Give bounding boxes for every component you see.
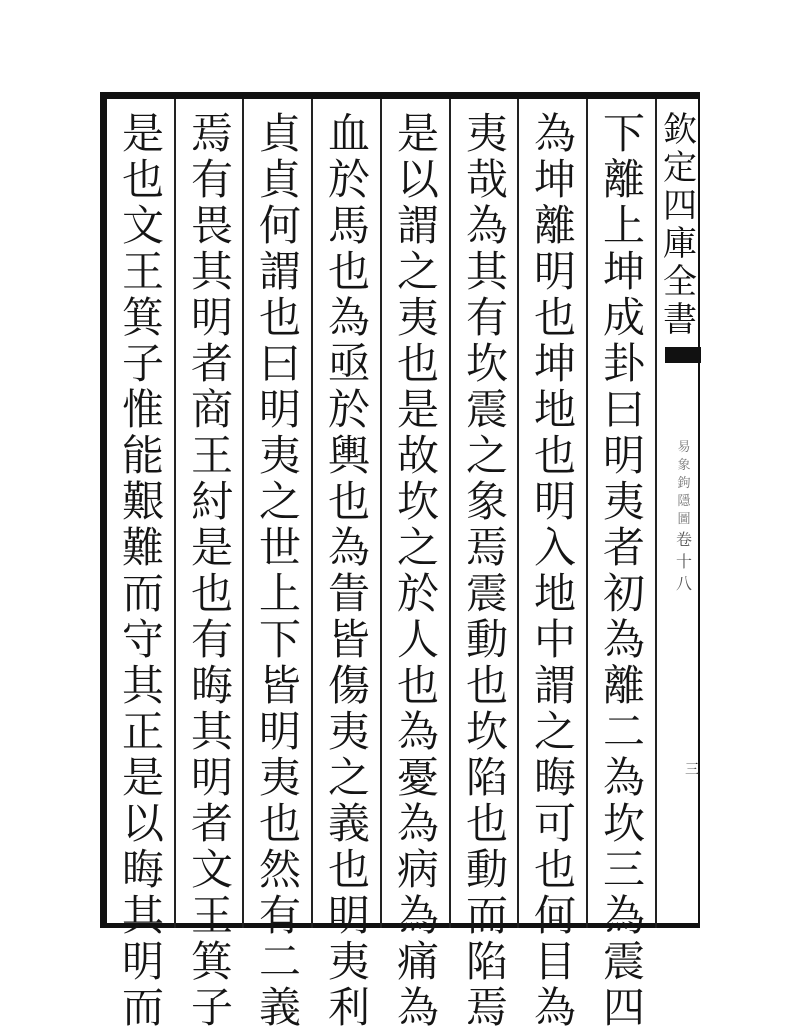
text-glyph: 為 (533, 983, 576, 1032)
text-glyph: 也 (190, 569, 233, 618)
text-glyph: 是 (121, 109, 164, 158)
text-glyph: 震 (602, 937, 645, 986)
text-glyph: 其 (190, 707, 233, 756)
text-glyph: 皆 (327, 615, 370, 664)
text-glyph: 離 (533, 201, 576, 250)
text-glyph: 惟 (121, 385, 164, 434)
text-glyph: 箕 (190, 937, 233, 986)
column-rule (655, 99, 657, 928)
text-glyph: 夷 (327, 937, 370, 986)
text-glyph: 能 (121, 431, 164, 480)
text-glyph: 也 (533, 293, 576, 342)
text-glyph: 坎 (396, 477, 439, 526)
text-glyph: 貞 (258, 155, 301, 204)
text-glyph: 明 (258, 385, 301, 434)
volume-glyph: 卷 (675, 530, 692, 549)
text-column-7 (182, 109, 242, 1032)
text-glyph: 利 (327, 983, 370, 1032)
text-glyph: 而 (465, 891, 508, 940)
text-glyph: 何 (533, 891, 576, 940)
text-column-5 (319, 109, 379, 1032)
text-glyph: 為 (533, 109, 576, 158)
text-glyph: 坎 (602, 799, 645, 848)
text-glyph: 世 (258, 523, 301, 572)
text-glyph: 夷 (258, 753, 301, 802)
text-glyph: 也 (396, 339, 439, 388)
title-glyph: 庫 (663, 224, 697, 264)
text-glyph: 於 (396, 569, 439, 618)
text-glyph: 而 (121, 569, 164, 618)
text-glyph: 之 (327, 753, 370, 802)
text-glyph: 明 (190, 293, 233, 342)
text-glyph: 何 (258, 201, 301, 250)
page-number: 三 (685, 762, 699, 778)
text-glyph: 也 (121, 155, 164, 204)
text-glyph: 可 (533, 799, 576, 848)
text-glyph: 之 (396, 523, 439, 572)
text-glyph: 之 (465, 431, 508, 480)
text-glyph: 坤 (533, 339, 576, 388)
text-glyph: 其 (190, 247, 233, 296)
volume-glyph: 十 (675, 552, 692, 571)
text-glyph: 哉 (465, 155, 508, 204)
text-glyph: 目 (533, 937, 576, 986)
text-glyph: 子 (121, 339, 164, 388)
text-glyph: 坤 (533, 155, 576, 204)
text-glyph: 文 (121, 201, 164, 250)
text-glyph: 夷 (465, 109, 508, 158)
text-glyph: 夷 (327, 707, 370, 756)
text-glyph: 箕 (121, 293, 164, 342)
text-glyph: 晦 (121, 845, 164, 894)
text-glyph: 有 (465, 293, 508, 342)
sub-title-glyph: 象 (677, 458, 691, 473)
text-glyph: 離 (602, 661, 645, 710)
volume-label (669, 429, 699, 595)
text-glyph: 也 (327, 477, 370, 526)
text-glyph: 初 (602, 569, 645, 618)
text-column-2 (525, 109, 585, 1032)
text-glyph: 下 (258, 615, 301, 664)
text-glyph: 離 (602, 155, 645, 204)
text-glyph: 下 (602, 109, 645, 158)
text-glyph: 然 (258, 845, 301, 894)
volume-glyph: 八 (675, 574, 692, 593)
column-rule (311, 99, 313, 928)
text-glyph: 義 (327, 799, 370, 848)
text-glyph: 血 (327, 109, 370, 158)
text-glyph: 也 (465, 799, 508, 848)
text-glyph: 商 (190, 385, 233, 434)
text-glyph: 以 (396, 155, 439, 204)
text-glyph: 曰 (602, 385, 645, 434)
text-glyph: 震 (465, 569, 508, 618)
sub-title-glyph: 隱 (677, 494, 691, 509)
text-glyph: 是 (121, 753, 164, 802)
text-glyph: 紂 (190, 477, 233, 526)
text-glyph: 為 (465, 201, 508, 250)
text-glyph: 也 (327, 247, 370, 296)
text-column-6 (250, 109, 310, 1032)
title-glyph: 欽 (663, 110, 697, 150)
text-glyph: 謂 (396, 201, 439, 250)
text-glyph: 明 (258, 707, 301, 756)
text-glyph: 成 (602, 293, 645, 342)
fish-tail-mark (665, 347, 701, 363)
text-glyph: 明 (121, 937, 164, 986)
text-glyph: 明 (533, 477, 576, 526)
column-rule (380, 99, 382, 928)
column-rule (174, 99, 176, 928)
column-rule (517, 99, 519, 928)
text-glyph: 陷 (465, 753, 508, 802)
sub-title-glyph: 鉤 (677, 476, 691, 491)
text-glyph: 明 (602, 431, 645, 480)
text-glyph: 陷 (465, 937, 508, 986)
text-glyph: 明 (190, 753, 233, 802)
text-glyph: 謂 (258, 247, 301, 296)
text-column-1 (594, 109, 654, 1032)
text-glyph: 守 (121, 615, 164, 664)
text-glyph: 其 (121, 661, 164, 710)
text-glyph: 三 (602, 845, 645, 894)
text-glyph: 明 (327, 891, 370, 940)
text-glyph: 二 (258, 937, 301, 986)
text-glyph: 坤 (602, 247, 645, 296)
text-glyph: 為 (396, 707, 439, 756)
title-glyph: 書 (663, 300, 697, 340)
text-glyph: 也 (533, 845, 576, 894)
text-glyph: 子 (190, 983, 233, 1032)
text-glyph: 有 (258, 891, 301, 940)
text-glyph: 是 (190, 523, 233, 572)
text-glyph: 於 (327, 385, 370, 434)
text-glyph: 皆 (258, 661, 301, 710)
text-glyph: 焉 (465, 523, 508, 572)
text-glyph: 畏 (190, 201, 233, 250)
column-rule (449, 99, 451, 928)
text-glyph: 為 (327, 523, 370, 572)
text-glyph: 夷 (602, 477, 645, 526)
text-glyph: 上 (258, 569, 301, 618)
text-glyph: 也 (327, 845, 370, 894)
title-glyph: 全 (663, 262, 697, 302)
text-glyph: 難 (121, 523, 164, 572)
text-glyph: 中 (533, 615, 576, 664)
text-glyph: 者 (602, 523, 645, 572)
text-glyph: 地 (533, 569, 576, 618)
text-glyph: 為 (396, 799, 439, 848)
text-glyph: 夷 (396, 293, 439, 342)
text-glyph: 夷 (258, 431, 301, 480)
text-glyph: 傷 (327, 661, 370, 710)
text-glyph: 也 (533, 431, 576, 480)
text-glyph: 也 (258, 799, 301, 848)
sub-title-glyph: 易 (677, 440, 691, 455)
column-rule (242, 99, 244, 928)
text-glyph: 曰 (258, 339, 301, 388)
text-glyph: 是 (396, 385, 439, 434)
text-glyph: 有 (190, 615, 233, 664)
text-glyph: 憂 (396, 753, 439, 802)
text-glyph: 人 (396, 615, 439, 664)
text-glyph: 地 (533, 385, 576, 434)
sub-title (677, 439, 690, 529)
text-glyph: 焉 (465, 983, 508, 1032)
text-glyph: 王 (190, 431, 233, 480)
text-column-8 (113, 109, 173, 1032)
text-glyph: 也 (258, 293, 301, 342)
text-glyph: 坎 (465, 707, 508, 756)
text-glyph: 者 (190, 339, 233, 388)
text-glyph: 之 (396, 247, 439, 296)
text-glyph: 為 (602, 615, 645, 664)
text-glyph: 眚 (327, 569, 370, 618)
text-glyph: 為 (327, 293, 370, 342)
text-glyph: 而 (121, 983, 164, 1032)
text-glyph: 之 (533, 707, 576, 756)
text-glyph: 震 (465, 385, 508, 434)
text-glyph: 文 (190, 845, 233, 894)
text-glyph: 二 (602, 707, 645, 756)
text-column-4 (388, 109, 448, 1032)
text-glyph: 卦 (602, 339, 645, 388)
text-glyph: 王 (190, 891, 233, 940)
text-glyph: 以 (121, 799, 164, 848)
text-glyph: 謂 (533, 661, 576, 710)
page-frame (100, 92, 700, 1032)
text-glyph: 於 (327, 155, 370, 204)
text-glyph: 故 (396, 431, 439, 480)
text-glyph: 焉 (190, 109, 233, 158)
text-glyph: 坎 (465, 339, 508, 388)
text-glyph: 動 (465, 615, 508, 664)
text-glyph: 四 (602, 983, 645, 1032)
text-glyph: 是 (396, 109, 439, 158)
text-glyph: 其 (465, 247, 508, 296)
title-glyph: 四 (663, 186, 697, 226)
text-glyph: 也 (396, 661, 439, 710)
text-glyph: 馬 (327, 201, 370, 250)
text-glyph: 為 (602, 891, 645, 940)
text-glyph: 病 (396, 845, 439, 894)
text-column-3 (457, 109, 517, 1032)
book-title (656, 111, 704, 351)
text-glyph: 之 (258, 477, 301, 526)
text-glyph: 入 (533, 523, 576, 572)
text-glyph: 晦 (190, 661, 233, 710)
sub-title-glyph: 圖 (677, 512, 691, 527)
text-glyph: 明 (533, 247, 576, 296)
text-glyph: 晦 (533, 753, 576, 802)
text-glyph: 為 (602, 753, 645, 802)
text-glyph: 亟 (327, 339, 370, 388)
text-glyph: 有 (190, 155, 233, 204)
text-glyph: 象 (465, 477, 508, 526)
text-glyph: 艱 (121, 477, 164, 526)
text-glyph: 也 (465, 661, 508, 710)
text-glyph: 正 (121, 707, 164, 756)
text-glyph: 者 (190, 799, 233, 848)
text-glyph: 上 (602, 201, 645, 250)
column-rule (586, 99, 588, 928)
text-glyph: 痛 (396, 937, 439, 986)
text-glyph: 動 (465, 845, 508, 894)
text-glyph: 輿 (327, 431, 370, 480)
text-glyph: 義 (258, 983, 301, 1032)
text-glyph: 為 (396, 983, 439, 1032)
text-glyph: 貞 (258, 109, 301, 158)
title-glyph: 定 (663, 148, 697, 188)
text-glyph: 王 (121, 247, 164, 296)
text-glyph: 為 (396, 891, 439, 940)
text-glyph: 其 (121, 891, 164, 940)
